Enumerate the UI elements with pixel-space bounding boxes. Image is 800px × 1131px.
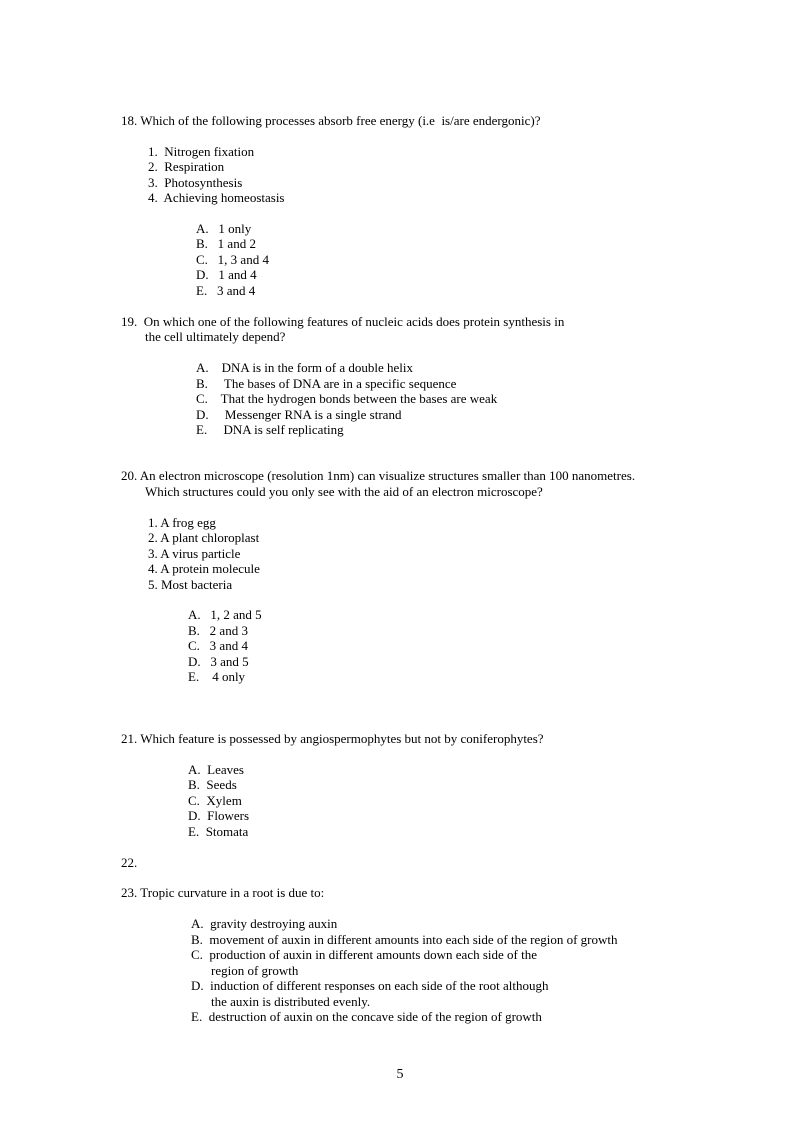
answer-option: A. 1, 2 and 5 (188, 607, 262, 622)
answer-option: C. 1, 3 and 4 (196, 252, 269, 267)
answer-option-continuation: region of growth (211, 963, 299, 978)
answer-option: D. induction of different responses on each side of the root although (191, 978, 549, 993)
question-stem: 22. (121, 855, 138, 870)
list-item: 2. A plant chloroplast (148, 530, 260, 545)
page-number: 5 (396, 1067, 404, 1082)
question-stem: 19. On which one of the following features of nucleic acids does protein synthesis in (121, 314, 565, 329)
list-item: 4. A protein molecule (148, 561, 260, 576)
answer-option: C. Xylem (188, 793, 242, 808)
list-item: 1. Nitrogen fixation (148, 144, 255, 159)
list-item: 2. Respiration (148, 159, 225, 174)
answer-option-continuation: the auxin is distributed evenly. (211, 994, 371, 1009)
answer-option: C. That the hydrogen bonds between the bases are weak (196, 391, 498, 406)
list-item: 4. Achieving homeostasis (148, 190, 285, 205)
answer-option: D. Messenger RNA is a single strand (196, 407, 402, 422)
answer-option: B. 1 and 2 (196, 236, 256, 251)
answer-option: E. Stomata (188, 824, 249, 839)
answer-option: C. 3 and 4 (188, 638, 248, 653)
answer-option: A. 1 only (196, 221, 252, 236)
answer-option: B. Seeds (188, 777, 237, 792)
answer-option: B. The bases of DNA are in a specific sequence (196, 376, 457, 391)
question-stem: 23. Tropic curvature in a root is due to: (121, 885, 325, 900)
question-stem: the cell ultimately depend? (145, 329, 286, 344)
question-stem: 21. Which feature is possessed by angiospermophytes but not by coniferophytes? (121, 731, 544, 746)
answer-option: E. destruction of auxin on the concave side of the region of growth (191, 1009, 542, 1024)
list-item: 3. A virus particle (148, 546, 241, 561)
question-stem: 20. An electron microscope (resolution 1nm) can visualize structures smaller than 100 nanometres. (121, 468, 636, 483)
list-item: 3. Photosynthesis (148, 175, 243, 190)
answer-option: D. Flowers (188, 808, 250, 823)
answer-option: A. DNA is in the form of a double helix (196, 360, 413, 375)
question-stem: 18. Which of the following processes absorb free energy (i.e is/are endergonic)? (121, 113, 541, 128)
list-item: 5. Most bacteria (148, 577, 233, 592)
answer-option: E. DNA is self replicating (196, 422, 344, 437)
answer-option: B. 2 and 3 (188, 623, 248, 638)
answer-option: A. gravity destroying auxin (191, 916, 338, 931)
question-stem: Which structures could you only see with the aid of an electron microscope? (145, 484, 543, 499)
answer-option: D. 3 and 5 (188, 654, 249, 669)
answer-option: E. 4 only (188, 669, 246, 684)
list-item: 1. A frog egg (148, 515, 216, 530)
answer-option: B. movement of auxin in different amounts into each side of the region of growth (191, 932, 618, 947)
answer-option: C. production of auxin in different amounts down each side of the (191, 947, 537, 962)
answer-option: D. 1 and 4 (196, 267, 257, 282)
answer-option: A. Leaves (188, 762, 244, 777)
answer-option: E. 3 and 4 (196, 283, 256, 298)
